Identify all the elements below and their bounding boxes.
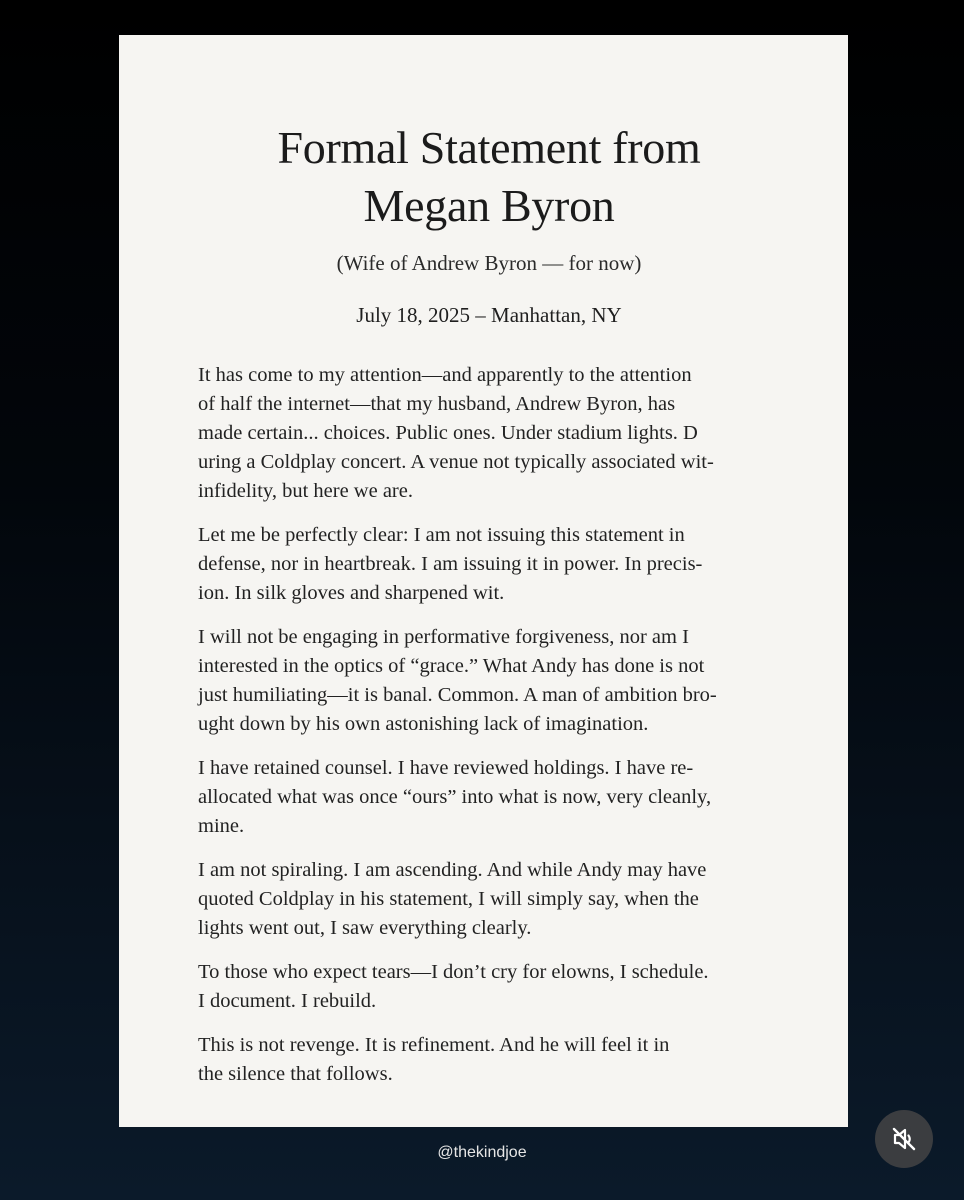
statement-body	[198, 361, 780, 1089]
paragraph-line: To those who expect tears—I don’t cry for elowns, I schedule.	[198, 961, 709, 983]
paragraph-line: It has come to my attention—and apparently to the attention	[198, 364, 692, 386]
statement-title	[198, 119, 780, 235]
mute-button[interactable]	[875, 1110, 933, 1168]
paragraph-line: ught down by his own astonishing lack of imagination.	[198, 713, 649, 735]
paragraph-line: allocated what was once “ours” into what is now, very cleanly,	[198, 786, 712, 808]
title-line: Megan Byron	[363, 180, 615, 231]
paragraph-line: Let me be perfectly clear: I am not issuing this statement in	[198, 524, 685, 546]
paragraph-line: infidelity, but here we are.	[198, 480, 413, 502]
paragraph-line: I document. I rebuild.	[198, 990, 377, 1012]
statement-dateline: July 18, 2025 – Manhattan, NY	[356, 303, 622, 327]
paragraph-line: the silence that follows.	[198, 1063, 393, 1085]
paragraph-line: mine.	[198, 815, 245, 837]
paragraph-line: I will not be engaging in performative forgiveness, nor am I	[198, 626, 689, 648]
paragraph	[198, 958, 780, 1016]
statement-document	[119, 35, 848, 1127]
creator-handle[interactable]: @thekindjoe	[437, 1144, 527, 1161]
title-line: Formal Statement from	[277, 122, 701, 173]
paragraph-line: of half the internet—that my husband, Andrew Byron, has	[198, 393, 676, 415]
paragraph	[198, 856, 780, 943]
paragraph-line: uring a Coldplay concert. A venue not typically associated wit-	[198, 451, 714, 473]
paragraph-line: This is not revenge. It is refinement. And he will feel it in	[198, 1034, 670, 1056]
paragraph-line: lights went out, I saw everything clearly.	[198, 917, 532, 939]
paragraph-line: I am not spiraling. I am ascending. And while Andy may have	[198, 859, 707, 881]
paragraph	[198, 1031, 780, 1089]
paragraph-line: ion. In silk gloves and sharpened wit.	[198, 582, 505, 604]
paragraph-line: made certain... choices. Public ones. Under stadium lights. D	[198, 422, 698, 444]
paragraph-line: quoted Coldplay in his statement, I will simply say, when the	[198, 888, 699, 910]
paragraph-line: interested in the optics of “grace.” What Andy has done is not	[198, 655, 705, 677]
paragraph	[198, 521, 780, 608]
paragraph	[198, 754, 780, 841]
paragraph-line: just humiliating—it is banal. Common. A man of ambition bro-	[198, 684, 717, 706]
paragraph	[198, 361, 780, 506]
paragraph-line: defense, nor in heartbreak. I am issuing it in power. In precis-	[198, 553, 703, 575]
paragraph-line: I have retained counsel. I have reviewed holdings. I have re-	[198, 757, 694, 779]
muted-speaker-icon	[890, 1125, 918, 1153]
paragraph	[198, 623, 780, 739]
statement-subtitle: (Wife of Andrew Byron — for now)	[336, 251, 642, 275]
